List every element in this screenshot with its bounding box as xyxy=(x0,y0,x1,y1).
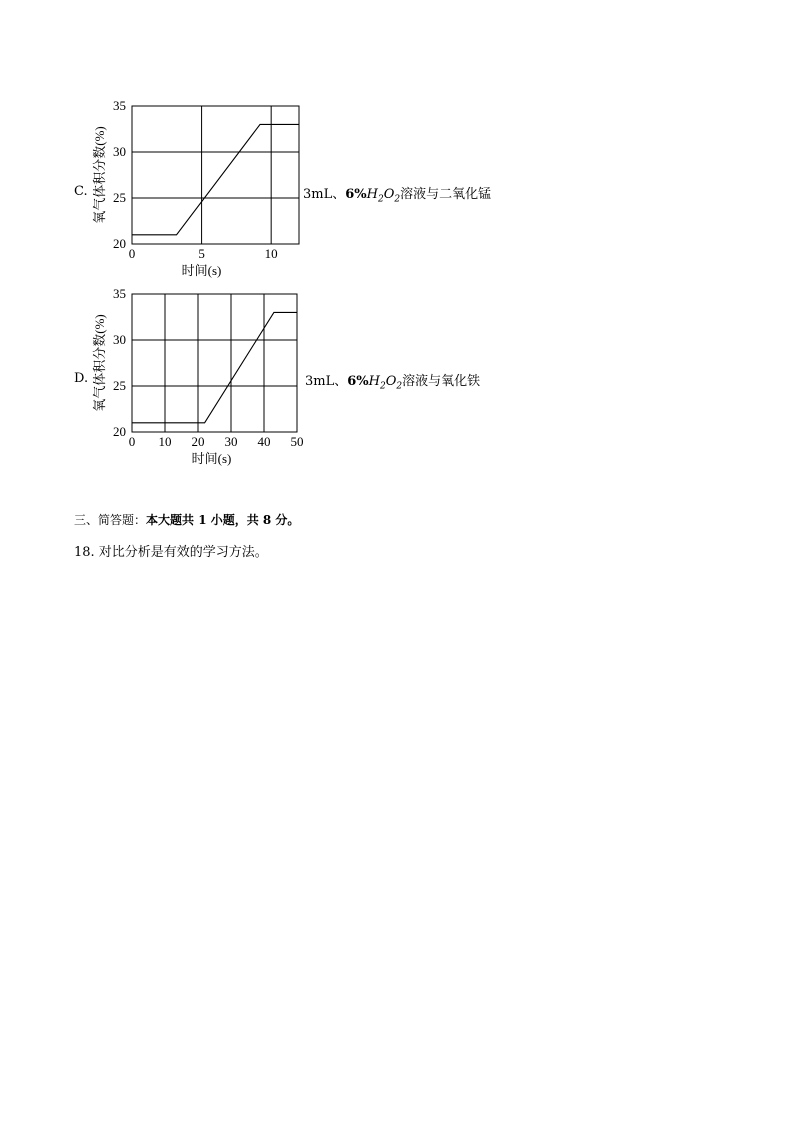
caption-concentration: 6% xyxy=(345,187,367,202)
caption-suffix: 溶液与二氧化锰 xyxy=(400,187,492,202)
caption-formula: $H_2O_2$ xyxy=(366,187,401,205)
y-axis-label: 氧气体积分数(%) xyxy=(91,314,107,412)
section-prefix: 三、简答题： xyxy=(74,513,147,527)
x-axis-label: 时间(s) xyxy=(181,263,222,278)
caption-concentration: 6% xyxy=(347,374,369,389)
y-tick-label: 30 xyxy=(113,144,126,159)
y-axis-label: 氧气体积分数(%) xyxy=(91,126,107,224)
x-axis-label: 时间(s) xyxy=(191,451,232,466)
caption-amount: 3mL、 xyxy=(303,187,346,202)
option-d-caption xyxy=(305,370,480,392)
section-bold-text: 本大题共 1 小题，共 8 分。 xyxy=(146,513,300,527)
caption-formula: $H_2O_2$ xyxy=(368,374,403,392)
y-tick-label: 35 xyxy=(113,286,126,301)
y-tick-label: 25 xyxy=(113,190,126,205)
question-18: 18. 对比分析是有效的学习方法。 xyxy=(74,545,268,560)
y-tick-label: 20 xyxy=(113,424,126,439)
caption-amount: 3mL、 xyxy=(305,374,348,389)
y-tick-label: 20 xyxy=(113,236,126,251)
x-tick-label: 10 xyxy=(264,246,278,261)
x-tick-label: 50 xyxy=(290,434,304,449)
x-tick-label: 0 xyxy=(128,246,136,261)
option-d-label: D. xyxy=(74,371,89,386)
option-c-label: C. xyxy=(74,184,88,199)
x-tick-label: 5 xyxy=(198,246,205,261)
data-line xyxy=(132,312,297,422)
y-tick-label: 35 xyxy=(113,98,126,113)
y-tick-label: 25 xyxy=(113,378,126,393)
x-tick-label: 10 xyxy=(158,434,172,449)
x-tick-label: 0 xyxy=(128,434,136,449)
x-tick-label: 40 xyxy=(257,434,271,449)
section-title xyxy=(74,511,299,528)
caption-suffix: 溶液与氧化铁 xyxy=(402,374,481,389)
x-tick-label: 20 xyxy=(191,434,205,449)
x-tick-label: 30 xyxy=(224,434,238,449)
y-tick-label: 30 xyxy=(113,332,126,347)
